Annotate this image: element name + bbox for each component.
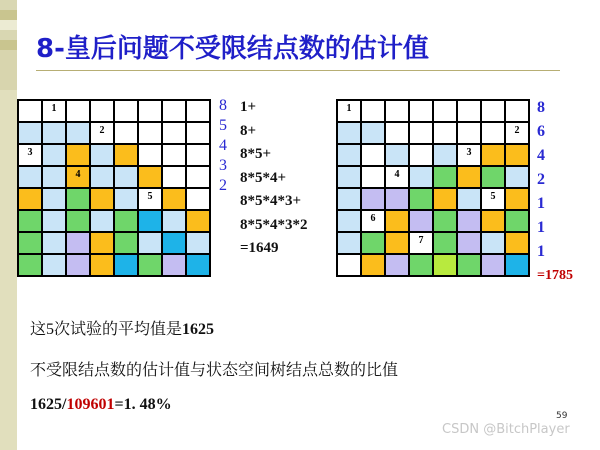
board-cell xyxy=(433,210,457,232)
board-cell xyxy=(42,232,66,254)
board-cell xyxy=(138,100,162,122)
board-cell xyxy=(186,254,210,276)
board-cell xyxy=(481,122,505,144)
board-cell xyxy=(90,210,114,232)
board-cell xyxy=(385,210,409,232)
left-number: 3 xyxy=(219,157,227,174)
board-cell: 6 xyxy=(361,210,385,232)
board-cell xyxy=(42,166,66,188)
board-cell xyxy=(337,122,361,144)
board-cell xyxy=(337,232,361,254)
right-number: 4 xyxy=(537,147,545,164)
board-cell xyxy=(66,100,90,122)
sidebar-band xyxy=(0,10,17,20)
board-cell xyxy=(162,232,186,254)
board-cell xyxy=(18,166,42,188)
board-cell xyxy=(162,122,186,144)
board-cell: 3 xyxy=(457,144,481,166)
board-cell xyxy=(114,254,138,276)
ratio-line xyxy=(30,396,172,414)
board-cell xyxy=(114,122,138,144)
board-cell xyxy=(18,232,42,254)
board-cell xyxy=(186,232,210,254)
board-cell xyxy=(138,144,162,166)
board-cell xyxy=(433,232,457,254)
board-cell xyxy=(505,100,529,122)
board-cell xyxy=(433,254,457,276)
board-cell: 5 xyxy=(138,188,162,210)
board-cell xyxy=(433,122,457,144)
board-cell xyxy=(186,166,210,188)
board-cell xyxy=(361,188,385,210)
board-cell xyxy=(42,254,66,276)
board-cell xyxy=(457,254,481,276)
sidebar-band xyxy=(0,0,17,10)
board-cell: 3 xyxy=(18,144,42,166)
sidebar-band xyxy=(0,50,17,90)
slide-title: 8-皇后问题不受限结点数的估计值 xyxy=(36,34,429,64)
board-cell xyxy=(433,144,457,166)
board-cell xyxy=(66,122,90,144)
board-cell: 7 xyxy=(409,232,433,254)
board-cell xyxy=(385,100,409,122)
board-cell xyxy=(90,166,114,188)
board-cell xyxy=(433,166,457,188)
board-cell xyxy=(409,254,433,276)
board-cell xyxy=(481,144,505,166)
average-label: 这5次试验的平均值是 xyxy=(30,321,183,338)
left-number-column xyxy=(219,96,233,196)
board-cell xyxy=(457,210,481,232)
board-cell xyxy=(162,210,186,232)
board-cell xyxy=(457,188,481,210)
board-cell xyxy=(481,232,505,254)
sidebar-band xyxy=(0,20,17,30)
sidebar-band xyxy=(0,40,17,50)
board-cell xyxy=(66,232,90,254)
board-cell xyxy=(337,166,361,188)
expression-line: 8+ xyxy=(240,122,257,139)
board-cell xyxy=(409,122,433,144)
board-cell xyxy=(186,122,210,144)
board-cell xyxy=(385,122,409,144)
board-cell xyxy=(361,166,385,188)
board-cell xyxy=(42,144,66,166)
board-cell xyxy=(361,122,385,144)
expression-line: 8*5*4*3*2 xyxy=(240,216,308,233)
board-cell xyxy=(385,144,409,166)
expression-line: 8*5*4*3+ xyxy=(240,193,302,209)
board-cell xyxy=(361,232,385,254)
board-cell xyxy=(18,122,42,144)
board-cell xyxy=(162,100,186,122)
board-cell xyxy=(186,100,210,122)
board-cell xyxy=(337,210,361,232)
board-cell xyxy=(505,232,529,254)
board-cell xyxy=(138,254,162,276)
board-cell: 4 xyxy=(66,166,90,188)
expression-line: 8*5*4+ xyxy=(240,169,287,186)
board-cell xyxy=(114,232,138,254)
left-number: 2 xyxy=(219,177,227,194)
board-cell xyxy=(162,144,186,166)
board-cell: 1 xyxy=(42,100,66,122)
board-cell xyxy=(457,122,481,144)
board-cell xyxy=(42,210,66,232)
board-cell xyxy=(361,254,385,276)
board-cell xyxy=(18,188,42,210)
board-cell xyxy=(337,254,361,276)
board-cell xyxy=(90,100,114,122)
board-cell xyxy=(409,166,433,188)
board-cell xyxy=(42,122,66,144)
left-number: 5 xyxy=(219,117,227,134)
board-cell xyxy=(186,188,210,210)
board-cell: 2 xyxy=(90,122,114,144)
board-cell xyxy=(138,166,162,188)
board-cell xyxy=(138,210,162,232)
page-number: 59 xyxy=(556,411,568,421)
right-number: 6 xyxy=(537,123,545,140)
board-cell xyxy=(18,100,42,122)
board-cell xyxy=(90,188,114,210)
average-line xyxy=(30,316,214,339)
board-cell xyxy=(481,210,505,232)
board-cell xyxy=(138,122,162,144)
right-number: 2 xyxy=(537,171,545,188)
board-cell xyxy=(409,100,433,122)
right-total: =1785 xyxy=(537,268,573,283)
board-cell xyxy=(162,254,186,276)
board-cell: 1 xyxy=(337,100,361,122)
board-cell xyxy=(433,188,457,210)
board-cell xyxy=(66,254,90,276)
board-cell xyxy=(66,188,90,210)
board-cell xyxy=(18,210,42,232)
board-cell xyxy=(385,232,409,254)
board-cell xyxy=(337,188,361,210)
left-chessboard xyxy=(17,99,211,277)
board-cell xyxy=(505,210,529,232)
right-number-column xyxy=(537,96,597,288)
right-number: 1 xyxy=(537,243,545,260)
board-cell xyxy=(505,144,529,166)
sidebar-band xyxy=(0,90,17,450)
board-cell xyxy=(114,166,138,188)
ratio-description: 不受限结点数的估计值与状态空间树结点总数的比值 xyxy=(30,362,399,379)
right-chessboard xyxy=(336,99,530,277)
board-cell xyxy=(114,188,138,210)
board-cell xyxy=(114,100,138,122)
board-cell xyxy=(409,188,433,210)
board-cell xyxy=(481,100,505,122)
board-cell xyxy=(66,144,90,166)
board-cell xyxy=(385,254,409,276)
board-cell: 4 xyxy=(385,166,409,188)
board-cell xyxy=(505,166,529,188)
board-cell xyxy=(505,254,529,276)
board-cell: 5 xyxy=(481,188,505,210)
slide-sidebar xyxy=(0,0,17,450)
board-cell xyxy=(114,210,138,232)
sidebar-band xyxy=(0,30,17,40)
right-number: 8 xyxy=(537,99,545,116)
board-cell xyxy=(18,254,42,276)
expression-column xyxy=(240,96,308,261)
board-cell xyxy=(114,144,138,166)
board-cell xyxy=(457,166,481,188)
board-cell xyxy=(90,254,114,276)
right-number: 1 xyxy=(537,195,545,212)
ratio-denominator: 109601 xyxy=(66,396,115,413)
board-cell xyxy=(409,144,433,166)
board-cell xyxy=(505,188,529,210)
right-number: 1 xyxy=(537,219,545,236)
board-cell xyxy=(361,100,385,122)
board-cell xyxy=(162,166,186,188)
board-cell xyxy=(361,144,385,166)
board-cell: 2 xyxy=(505,122,529,144)
average-value: 1625 xyxy=(182,321,215,338)
ratio-result: =1. 48% xyxy=(114,396,172,413)
board-cell xyxy=(90,232,114,254)
board-cell xyxy=(481,254,505,276)
expression-line: =1649 xyxy=(240,240,279,256)
board-cell xyxy=(42,188,66,210)
board-cell xyxy=(337,144,361,166)
board-cell xyxy=(186,210,210,232)
board-cell xyxy=(138,232,162,254)
board-cell xyxy=(457,100,481,122)
board-cell xyxy=(481,166,505,188)
board-cell xyxy=(162,188,186,210)
board-cell xyxy=(409,210,433,232)
board-cell xyxy=(90,144,114,166)
board-cell xyxy=(385,188,409,210)
title-divider xyxy=(36,70,560,71)
board-cell xyxy=(66,210,90,232)
ratio-numerator: 1625/ xyxy=(30,396,67,413)
expression-line: 1+ xyxy=(240,99,257,115)
left-number: 8 xyxy=(219,97,227,114)
watermark: CSDN @BitchPlayer xyxy=(442,422,570,437)
left-number: 4 xyxy=(219,137,227,154)
board-cell xyxy=(433,100,457,122)
expression-line: 8*5+ xyxy=(240,146,272,162)
board-cell xyxy=(186,144,210,166)
board-cell xyxy=(457,232,481,254)
